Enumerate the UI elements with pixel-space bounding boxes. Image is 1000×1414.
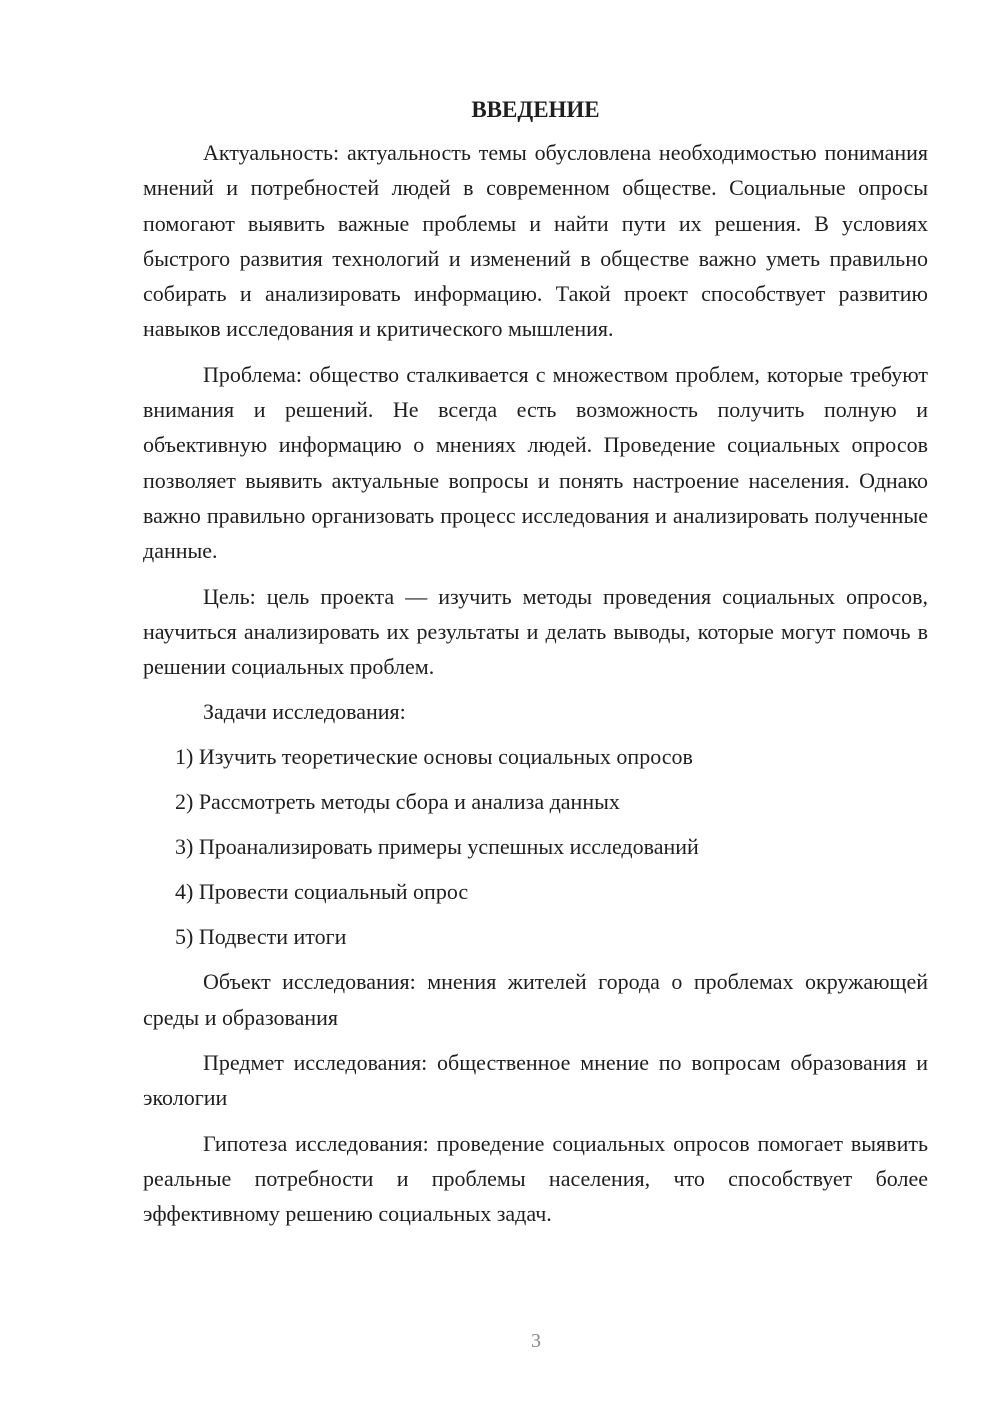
section-heading: ВВЕДЕНИЕ (471, 97, 600, 122)
task-item-3: 3) Проанализировать примеры успешных исследований (175, 834, 699, 860)
task-item-4: 4) Провести социальный опрос (175, 879, 469, 905)
page-number: 3 (531, 1330, 541, 1352)
relevance-paragraph: Актуальность: актуальность темы обусловлена необходимостью понимания мнений и потребностей людей в современном обществе. Социальные опросы помогают выявить важные проблемы и найти пути их решения. В условиях быстрого развития технологий и изменений в обществе важно уметь правильно собирать и анализировать информацию. Такой проект способствует развитию навыков исследования и критического мышления. (143, 140, 928, 342)
goal-paragraph: Цель: цель проекта — изучить методы проведения социальных опросов, научиться анализировать их результаты и делать выводы, которые могут помочь в решении социальных проблем. (143, 583, 928, 680)
problem-paragraph: Проблема: общество сталкивается с множеством проблем, которые требуют внимания и решений. Не всегда есть возможность получить полную и объективную информацию о мнениях людей. Проведение социальных опросов позволяет выявить актуальные вопросы и понять настроение населения. Однако важно правильно организовать процесс исследования и анализировать полученные данные. (143, 361, 928, 564)
tasks-list (143, 739, 928, 954)
tasks-title: Задачи исследования: (203, 699, 406, 725)
task-item-1: 1) Изучить теоретические основы социальных опросов (175, 744, 693, 770)
object-paragraph: Объект исследования: мнения жителей города о проблемах окружающей среды и образования (143, 969, 928, 1030)
task-item-2: 2) Рассмотреть методы сбора и анализа данных (175, 789, 620, 815)
page-content (143, 92, 928, 1242)
hypothesis-paragraph: Гипотеза исследования: проведение социальных опросов помогает выявить реальные потребности и проблемы населения, что способствует более эффективному решению социальных задач. (143, 1130, 928, 1227)
task-item-5: 5) Подвести итоги (175, 924, 347, 950)
subject-paragraph: Предмет исследования: общественное мнение по вопросам образования и экологии (143, 1050, 928, 1111)
